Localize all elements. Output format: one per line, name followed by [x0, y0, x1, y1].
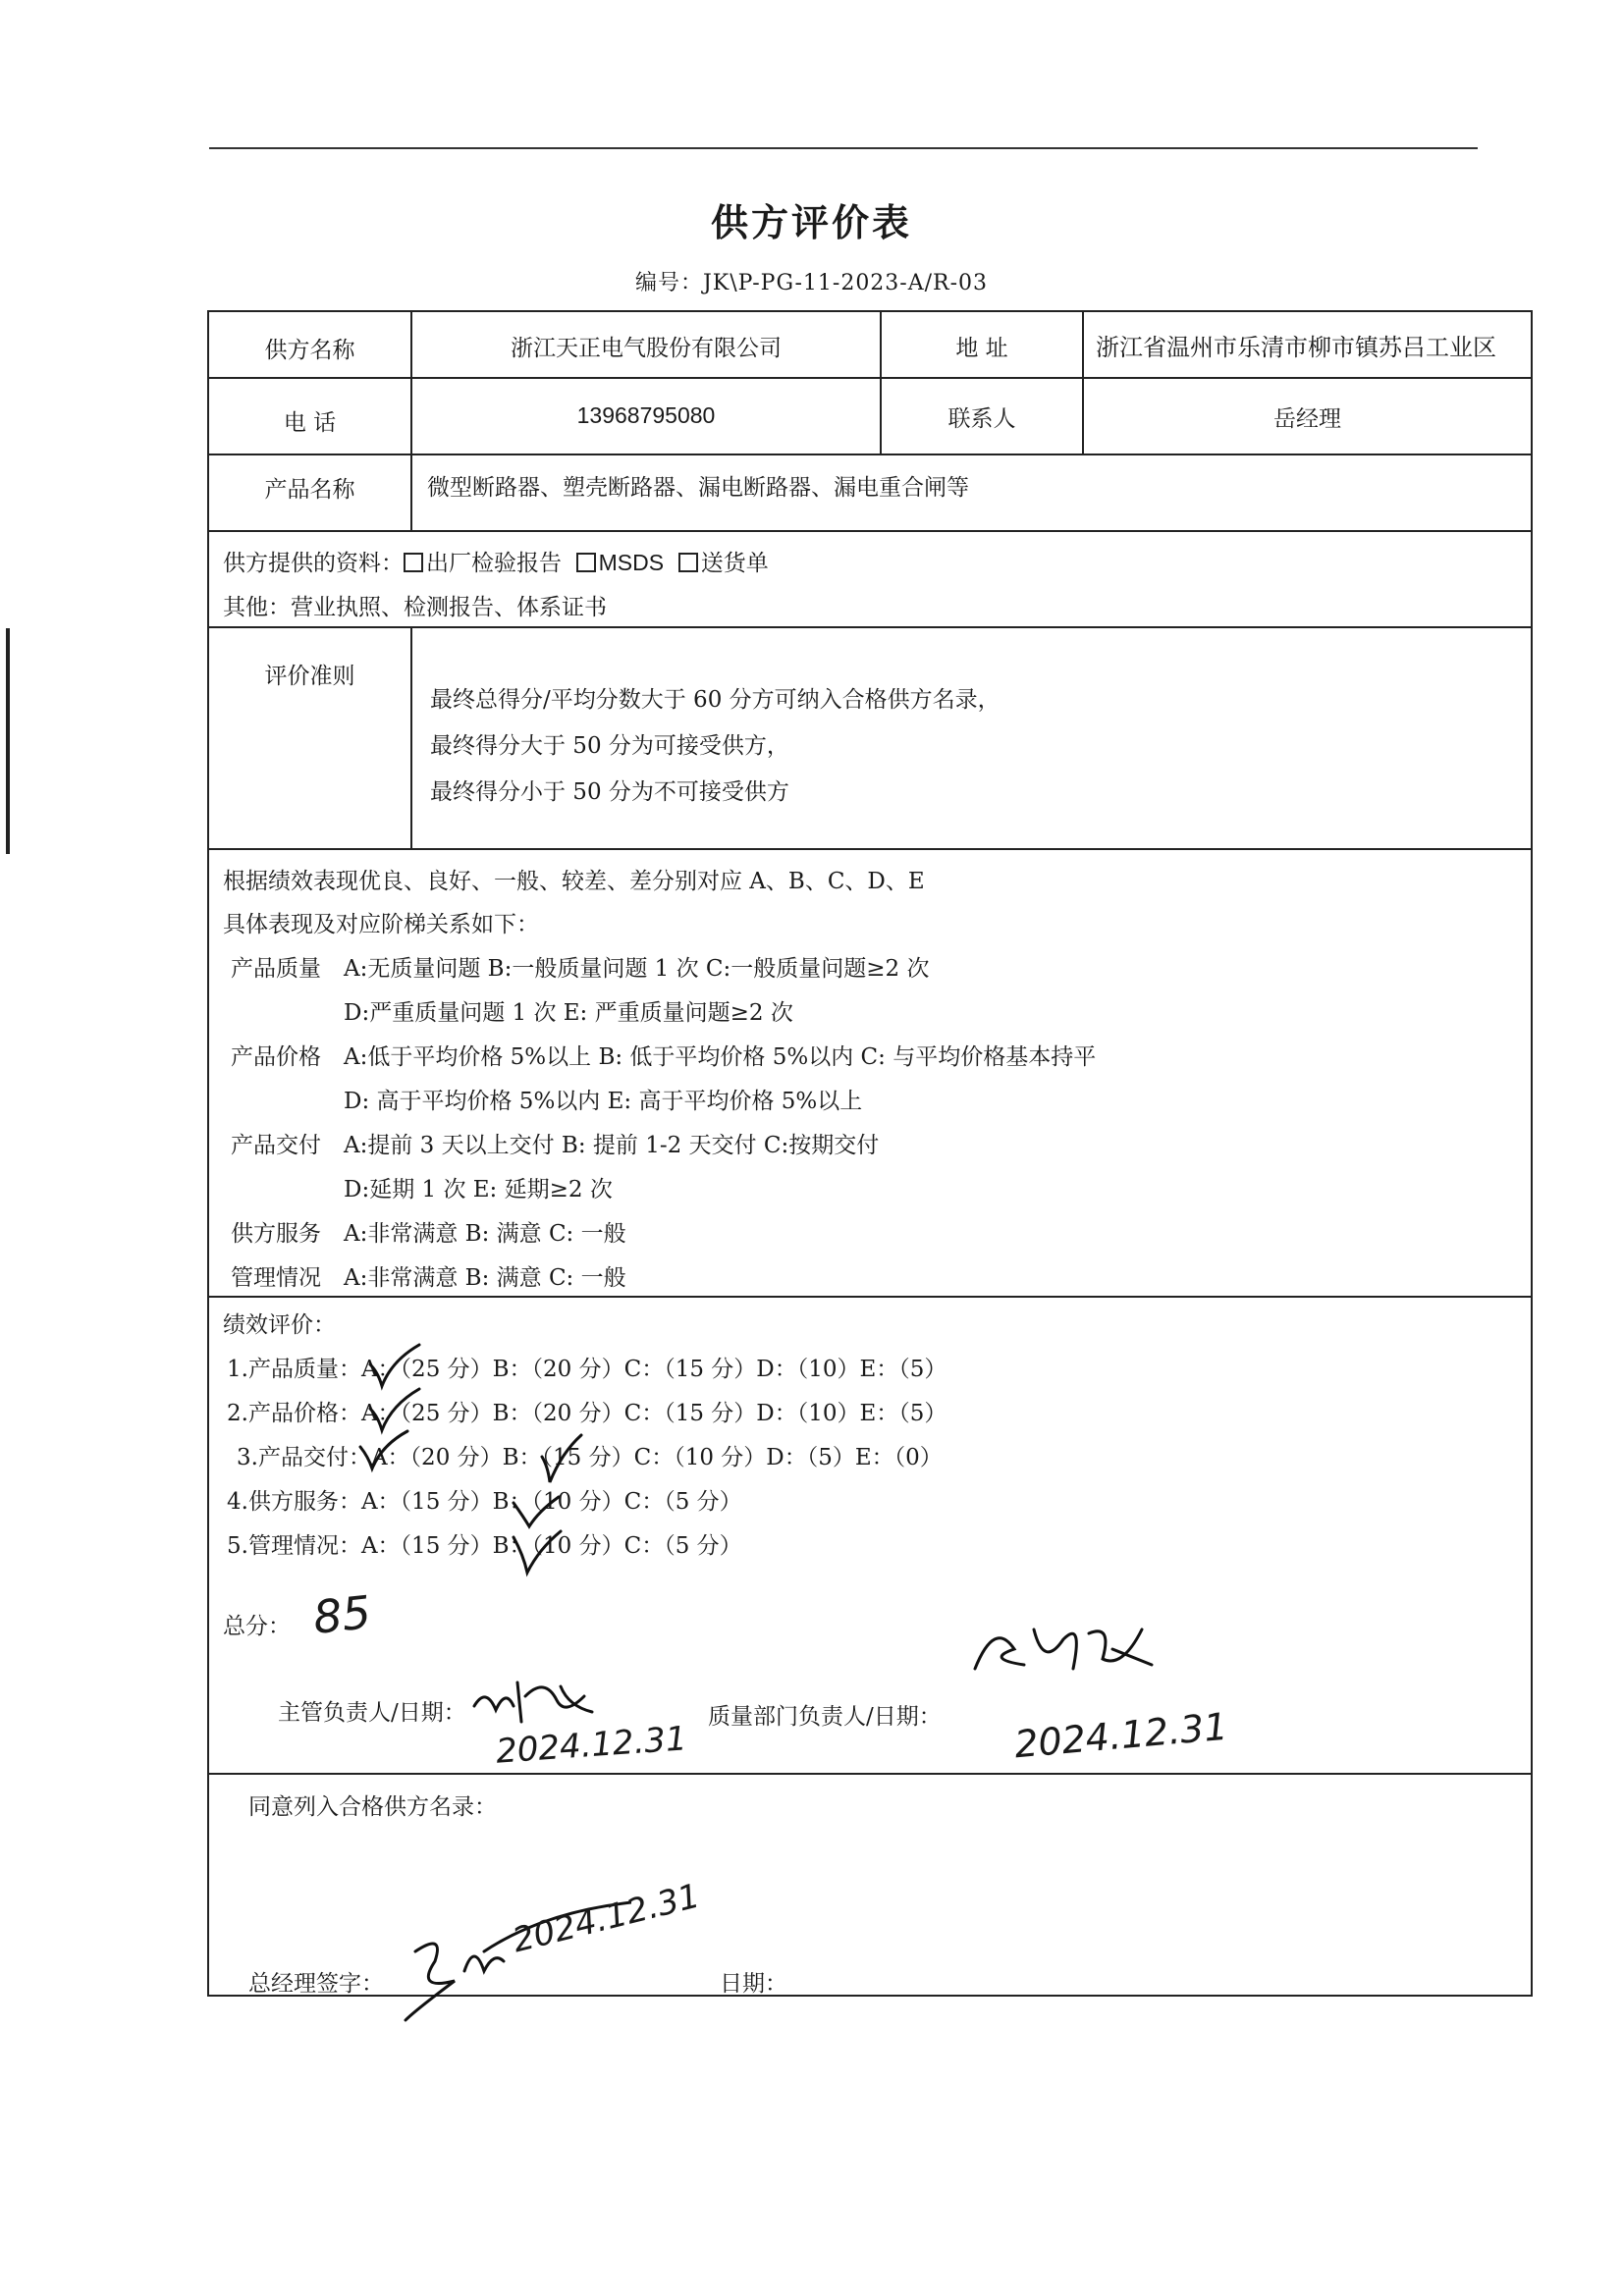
- evaluation-item: 5.管理情况：A：（15 分）B：（10 分）C：（5 分）: [227, 1533, 742, 1559]
- criteria-line: 最终总得分/平均分数大于 60 分方可纳入合格供方名录，: [430, 687, 1001, 713]
- quality-date: 2024.12.31: [1012, 1704, 1230, 1767]
- quality-label: 质量部门负责人/日期：: [708, 1704, 942, 1730]
- evaluation-item: 1.产品质量：A：（25 分）B：（20 分）C：（15 分）D：（10）E：（5）: [227, 1357, 947, 1382]
- approval-date-label: 日期：: [720, 1971, 787, 1997]
- supervisor-date: 2024.12.31: [494, 1719, 688, 1772]
- grading-intro: 根据绩效表现优良、良好、一般、较差、差分别对应 A、B、C、D、E: [223, 869, 925, 894]
- approval-label: 同意列入合格供方名录：: [248, 1794, 497, 1820]
- checkbox-icon[interactable]: [404, 553, 423, 572]
- grading-text: D: 高于平均价格 5%以内 E: 高于平均价格 5%以上: [344, 1089, 863, 1114]
- evaluation-label: 绩效评价：: [223, 1312, 336, 1338]
- contact-value: 岳经理: [1273, 406, 1341, 432]
- total-label: 总分：: [223, 1614, 291, 1639]
- col-divider: [410, 626, 412, 848]
- checkmark-icon: [366, 1343, 425, 1392]
- phone-label: 电 话: [283, 410, 337, 436]
- scan-edge-mark: [6, 628, 10, 854]
- evaluation-form: [207, 310, 1533, 1997]
- row-divider: [209, 530, 1531, 532]
- checkmark-icon: [510, 1529, 565, 1578]
- address-value: 浙江省温州市乐清市柳市镇苏吕工业区: [1096, 334, 1496, 361]
- quality-signature: [965, 1610, 1162, 1688]
- materials-option: MSDS: [598, 550, 665, 575]
- gm-date: 2024.12.31: [509, 1876, 704, 1961]
- checkmark-icon: [538, 1431, 587, 1490]
- address-label: 地 址: [955, 336, 1008, 361]
- form-title: 供方评价表: [710, 200, 912, 244]
- criteria-label: 评价准则: [264, 664, 355, 689]
- materials-row: [223, 545, 769, 577]
- supervisor-label: 主管负责人/日期：: [278, 1700, 466, 1726]
- document-number: 编号：JK\P-PG-11-2023-A/R-03: [634, 271, 989, 295]
- grading-text: D:严重质量问题 1 次 E: 严重质量问题≥2 次: [344, 1000, 793, 1026]
- grading-text: A:低于平均价格 5%以上 B: 低于平均价格 5%以内 C: 与平均价格基本持平: [344, 1044, 1097, 1070]
- gm-label: 总经理签字：: [248, 1971, 384, 1997]
- evaluation-item: 2.产品价格：A：（25 分）B：（20 分）C：（15 分）D：（10）E：（5）: [227, 1401, 947, 1426]
- total-score: 85: [310, 1585, 374, 1644]
- grading-label: 供方服务: [231, 1221, 321, 1247]
- supplier-name-label: 供方名称: [264, 338, 355, 363]
- grading-text: D:延期 1 次 E: 延期≥2 次: [344, 1177, 613, 1202]
- materials-option: 送货单: [700, 551, 769, 576]
- materials-label: 供方提供的资料：: [223, 551, 404, 576]
- row-divider: [209, 848, 1531, 850]
- grading-text: A:非常满意 B: 满意 C: 一般: [344, 1221, 626, 1247]
- grading-label: 产品价格: [231, 1044, 321, 1070]
- phone-value: 13968795080: [576, 402, 716, 428]
- grading-intro: 具体表现及对应阶梯关系如下：: [223, 912, 539, 937]
- grading-text: A:提前 3 天以上交付 B: 提前 1-2 天交付 C:按期交付: [344, 1133, 880, 1158]
- materials-option: 出厂检验报告: [426, 551, 562, 576]
- evaluation-item: 3.产品交付：A：（20 分）B：（15 分）C：（10 分）D：（5）E：（0）: [237, 1445, 943, 1470]
- criteria-line: 最终得分小于 50 分为不可接受供方: [430, 779, 789, 805]
- row-divider: [209, 377, 1531, 379]
- product-value: 微型断路器、塑壳断路器、漏电断路器、漏电重合闸等: [427, 475, 969, 501]
- checkbox-icon[interactable]: [678, 553, 698, 572]
- checkmark-icon: [356, 1429, 415, 1478]
- row-divider: [209, 454, 1531, 455]
- row-divider: [209, 626, 1531, 628]
- materials-other: 其他：营业执照、检测报告、体系证书: [223, 595, 607, 620]
- contact-label: 联系人: [947, 406, 1016, 432]
- supplier-name-value: 浙江天正电气股份有限公司: [511, 336, 782, 361]
- row-divider: [209, 1296, 1531, 1298]
- grading-text: A:非常满意 B: 满意 C: 一般: [344, 1265, 626, 1291]
- criteria-line: 最终得分大于 50 分为可接受供方，: [430, 733, 789, 759]
- evaluation-item: 4.供方服务：A：（15 分）B：（10 分）C：（5 分）: [227, 1489, 742, 1515]
- grading-label: 管理情况: [231, 1265, 321, 1291]
- product-label: 产品名称: [264, 477, 355, 503]
- grading-text: A:无质量问题 B:一般质量问题 1 次 C:一般质量问题≥2 次: [344, 956, 930, 982]
- grading-label: 产品交付: [231, 1133, 321, 1158]
- grading-label: 产品质量: [231, 956, 321, 982]
- header-rule: [209, 147, 1478, 149]
- checkbox-icon[interactable]: [576, 553, 596, 572]
- row-divider: [209, 1773, 1531, 1775]
